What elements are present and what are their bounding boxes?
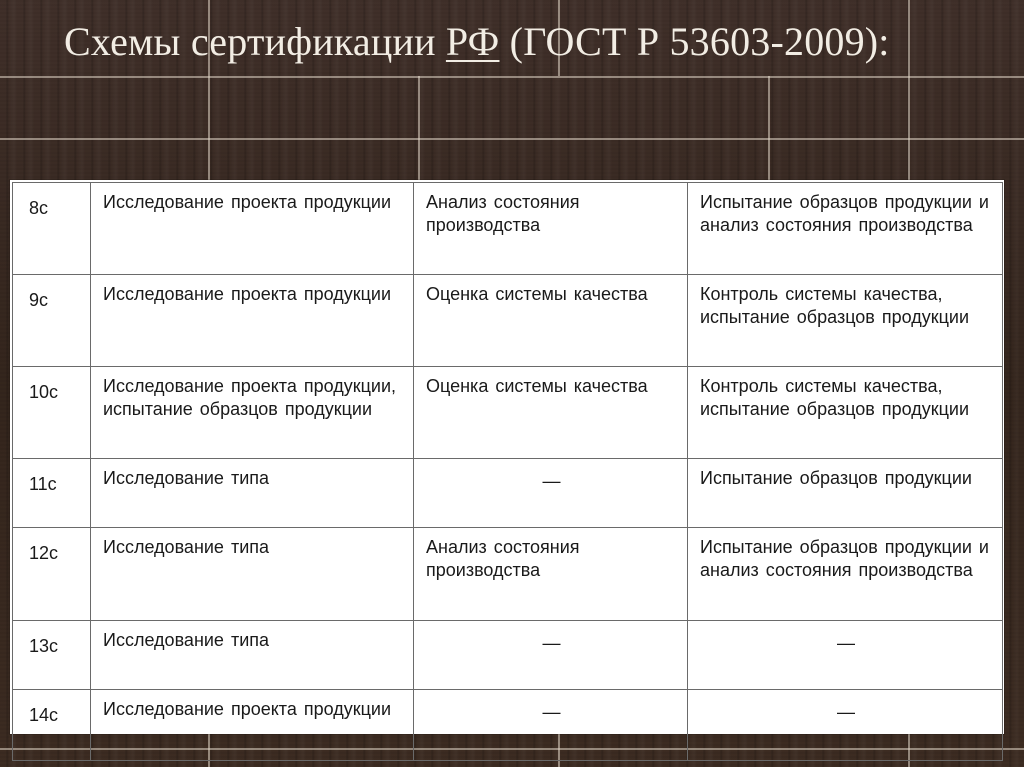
table-row [13, 690, 1003, 761]
stage2-cell: Оценка системы качества [414, 367, 688, 459]
title-suffix: (ГОСТ Р 53603-2009): [499, 19, 890, 64]
stage2-cell: — [414, 459, 688, 528]
plank-seam [0, 138, 1024, 140]
stage2-cell: Анализ состояния производства [414, 183, 688, 275]
stage2-cell: — [414, 621, 688, 690]
stage3-cell: Испытание образцов продукции и анализ состояния производства [688, 183, 1003, 275]
plank-seam [0, 76, 1024, 78]
stage3-cell: Испытание образцов продукции [688, 459, 1003, 528]
slide-title [64, 18, 890, 65]
certification-table-sheet [10, 180, 1004, 734]
plank-seam [908, 0, 910, 180]
stage3-cell: Испытание образцов продукции и анализ состояния производства [688, 528, 1003, 621]
scheme-code: 13с [13, 621, 91, 690]
scheme-code: 14с [13, 690, 91, 761]
stage1-cell: Исследование типа [91, 528, 414, 621]
table-row [13, 621, 1003, 690]
plank-seam [768, 76, 770, 180]
scheme-code: 8с [13, 183, 91, 275]
scheme-code: 9с [13, 275, 91, 367]
title-prefix: Схемы сертификации [64, 19, 446, 64]
stage2-cell: Анализ состояния производства [414, 528, 688, 621]
title-link[interactable]: РФ [445, 19, 500, 64]
stage3-cell: Контроль системы качества, испытание образцов продукции [688, 367, 1003, 459]
table-row [13, 459, 1003, 528]
plank-seam [418, 76, 420, 180]
stage3-cell: — [688, 690, 1003, 761]
table-row [13, 275, 1003, 367]
stage2-cell: — [414, 690, 688, 761]
stage3-cell: Контроль системы качества, испытание образцов продукции [688, 275, 1003, 367]
scheme-code: 11с [13, 459, 91, 528]
certification-schemes-table [12, 182, 1003, 761]
stage2-cell: Оценка системы качества [414, 275, 688, 367]
stage1-cell: Исследование проекта продукции [91, 690, 414, 761]
stage1-cell: Исследование проекта продукции, испытание образцов продукции [91, 367, 414, 459]
table-row [13, 528, 1003, 621]
stage1-cell: Исследование проекта продукции [91, 183, 414, 275]
stage1-cell: Исследование проекта продукции [91, 275, 414, 367]
stage1-cell: Исследование типа [91, 459, 414, 528]
table-row [13, 367, 1003, 459]
table-row [13, 183, 1003, 275]
scheme-code: 10с [13, 367, 91, 459]
stage1-cell: Исследование типа [91, 621, 414, 690]
stage3-cell: — [688, 621, 1003, 690]
scheme-code: 12с [13, 528, 91, 621]
